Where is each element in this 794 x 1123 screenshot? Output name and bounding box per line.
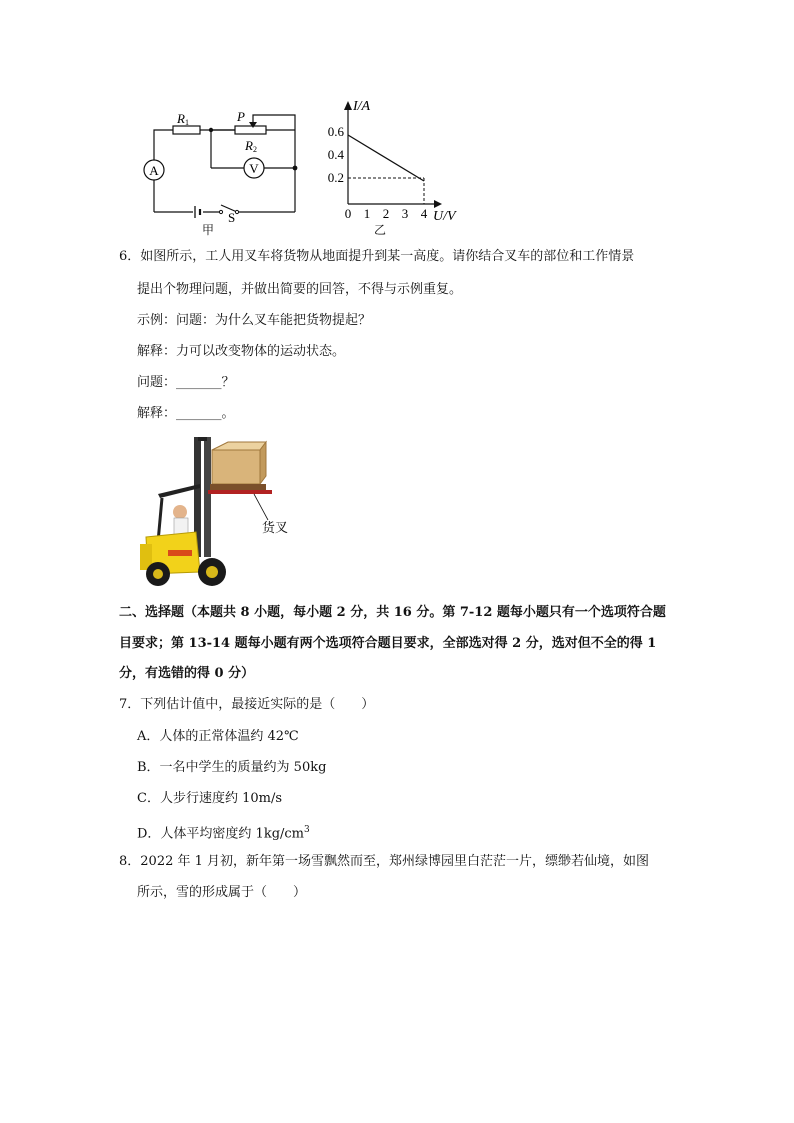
svg-text:R2 [244,138,257,154]
r2-subscript: 2 [252,145,257,154]
q7-option-d [137,822,310,842]
y-tick: 0.2 [327,170,344,185]
q7-stem: 7．下列估计值中，最接近实际的是（ ） [119,697,375,712]
y-axis-label: I/A [353,99,371,114]
section2-header-line2: 目要求；第 13-14 题每小题有两个选项符合题目要求，全部选对得 2 分，选对但不全的得 1 [119,636,657,651]
q7-option-d-superscript: 3 [304,825,310,835]
circuit-diagram [135,108,310,238]
x-tick: 1 [363,206,371,221]
q6-example-answer: 解释：力可以改变物体的运动状态。 [137,344,346,359]
q6-question-blank: 问题：_______？ [137,375,235,390]
x-tick: 4 [420,206,428,221]
voltmeter-label: V [249,161,259,176]
p-label: P [237,109,245,124]
y-tick: 0.4 [327,147,344,162]
q7-option-c: C．人步行速度约 10m/s [137,791,282,806]
figure-yi-caption: 乙 [374,223,387,237]
iu-graph [320,96,470,226]
q7-option-d-text: D．人体平均密度约 1kg/cm [137,826,305,842]
q6-example-question: 示例：问题：为什么叉车能把货物提起？ [137,313,372,328]
q8-stem-line2: 所示，雪的形成属于（ ） [137,885,307,900]
q6-stem-line1: 6．如图所示，工人用叉车将货物从地面提升到某一高度。请你结合叉车的部位和工作情景 [119,249,635,264]
svg-text:R1 [176,111,189,127]
r1-label: R [177,111,185,126]
forklift-image [138,432,303,592]
figure-jia-caption: 甲 [202,223,215,237]
x-axis-label: U/V [433,209,456,224]
x-tick: 2 [382,206,390,221]
r2-label: R [245,138,253,153]
x-tick: 0 [344,206,352,221]
q7-option-a: A．人体的正常体温约 42℃ [137,729,299,744]
series-line [348,135,424,181]
section2-header-line3: 分，有选错的得 0 分） [119,666,255,681]
ammeter-label: A [149,163,159,178]
r1-subscript: 1 [184,118,189,127]
y-tick: 0.6 [327,124,344,139]
q8-stem-line1: 8．2022 年 1 月初，新年第一场雪飘然而至，郑州绿博园里白茫茫一片，缥缈若仙境，如图 [119,854,650,869]
switch-label: S [228,210,236,225]
fork-label: 货叉 [262,521,289,536]
q6-stem-line2: 提出个物理问题，并做出简要的回答，不得与示例重复。 [137,282,463,297]
q6-answer-blank: 解释：_______。 [137,406,235,421]
section2-header-line1: 二、选择题（本题共 8 小题，每小题 2 分，共 16 分。第 7-12 题每小题只有一个选项符合题 [119,605,666,620]
q7-option-b: B．一名中学生的质量约为 50kg [137,760,327,775]
x-tick: 3 [401,206,409,221]
